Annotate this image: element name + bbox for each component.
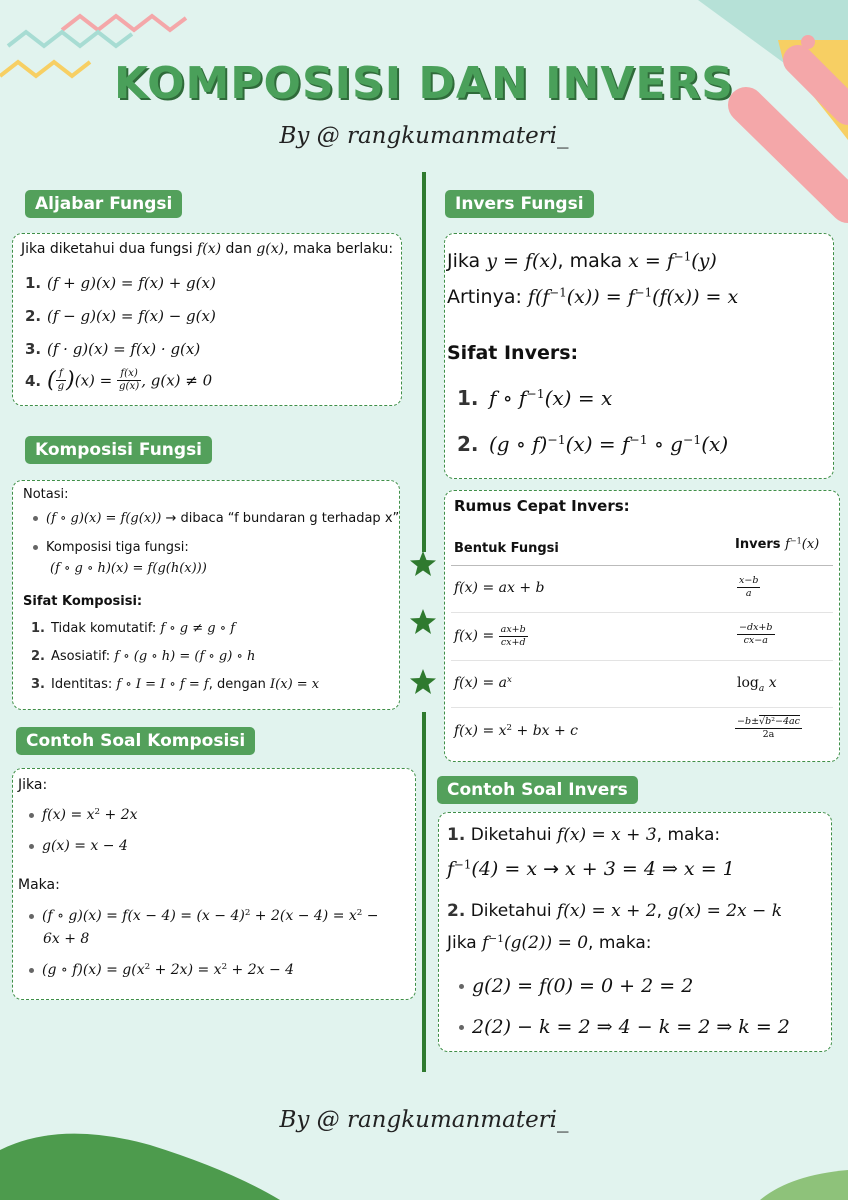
section-label-komposisi: Komposisi Fungsi (25, 436, 212, 464)
invers-box (444, 233, 834, 479)
notasi-label: Notasi: (23, 487, 69, 502)
rumus-cepat-box (444, 490, 840, 762)
table-row: $f(x) = x^2$ + bx + c (454, 723, 579, 739)
table-row: f(x) = $\frac{ax+b}{cx+d}$ (454, 624, 526, 648)
aljabar-item-3: 3. (f · g)(x) = f(x) · g(x) (25, 340, 201, 358)
table-row-inverse: $\frac{-dx+b}{cx-a}$ (739, 622, 773, 646)
sifat-komposisi-title: Sifat Komposisi: (23, 594, 143, 609)
invers-problem-2-line-1: 2. Diketahui f(x) = x + 2, g(x) = 2x − k (447, 901, 782, 921)
result-fog-line-2: 6x + 8 (43, 931, 90, 947)
table-row: $f(x) = a^x$ (454, 675, 512, 691)
sifat-komposisi-1: 1. Tidak komutatif: f ∘ g ≠ g ∘ f (31, 621, 236, 636)
table-header-invers: Invers $f^{-1}(x)$ (735, 536, 820, 552)
invers-problem-2-step-2: 2(2) − k = 2 ⇒ 4 − k = 2 ⇒ k = 2 (459, 1016, 790, 1038)
rumus-cepat-title: Rumus Cepat Invers: (454, 497, 630, 515)
star-icon (409, 608, 437, 636)
jika-label: Jika: (18, 777, 48, 793)
invers-problem-1-line-2: $f^{-1}(4) = x \to x + 3 = 4$ ⇒ x = 1 (447, 857, 735, 880)
g-definition: g(x) = x − 4 (29, 838, 128, 854)
divider-line-top (422, 172, 426, 552)
sifat-invers-1: 1. f ∘ $f^{-1}(x) = x$ (457, 386, 613, 410)
invers-line-1: Jika y = f(x), maka $x = f^{-1}(y)$ (447, 249, 717, 272)
table-row: f(x) = ax + b (454, 580, 545, 596)
table-row-inverse: $\frac{-b\pm√b^2-4ac}{2a}$ (737, 716, 800, 740)
byline-bottom: By @ rangkumanmateri_ (279, 1107, 569, 1133)
star-icon (409, 668, 437, 696)
table-row-inverse: $\log_a x$ (737, 675, 777, 694)
section-label-aljabar: Aljabar Fungsi (25, 190, 182, 218)
aljabar-intro: Jika diketahui dua fungsi f(x) dan g(x), maka berlaku: (21, 241, 394, 257)
contoh-invers-box (438, 812, 832, 1052)
invers-problem-2-step-1: g(2) = f(0) = 0 + 2 = 2 (459, 975, 693, 997)
byline-top: By @ rangkumanmateri_ (279, 123, 569, 149)
corner-decoration (688, 0, 848, 240)
invers-problem-1-line-1: 1. Diketahui f(x) = x + 3, maka: (447, 825, 721, 845)
aljabar-item-2: 2. (f − g)(x) = f(x) − g(x) (25, 307, 216, 325)
invers-problem-2-line-2: Jika $f^{-1}(g(2)) = 0$, maka: (447, 933, 652, 953)
komposisi-box (12, 480, 400, 710)
result-gof: (g ∘ $f)(x) = g(x^2 + 2x) = x^2 + 2x - 4$ (29, 962, 294, 978)
sifat-invers-title: Sifat Invers: (447, 342, 579, 364)
komposisi-bullet-1: (f ∘ g)(x) = f(g(x)) → dibaca “f bundaran g terhadap x” (33, 511, 399, 526)
section-label-contoh-komposisi: Contoh Soal Komposisi (16, 727, 255, 755)
sifat-komposisi-2: 2. Asosiatif: f ∘ (g ∘ h) = (f ∘ g) ∘ h (31, 649, 256, 664)
f-definition: $f(x) = x^2 + 2x$ (29, 807, 138, 823)
divider-line-bottom (422, 712, 426, 1072)
section-label-invers: Invers Fungsi (445, 190, 594, 218)
sifat-komposisi-3: 3. Identitas: f ∘ I = I ∘ f = f, dengan I(x) = x (31, 677, 320, 692)
aljabar-item-4: 4. ( $\frac{f}{g}$ )(x) = $\frac{f(x)}{g(x)}$ , g(x) ≠ 0 (25, 367, 213, 393)
sifat-invers-2: 2. (g ∘ $f)^{-1}(x) = f^{-1}$ ∘ $g^{-1}(x)$ (457, 432, 729, 456)
aljabar-item-1: 1. (f + g)(x) = f(x) + g(x) (25, 274, 216, 292)
contoh-komposisi-box (12, 768, 416, 1000)
komposisi-bullet-2: Komposisi tiga fungsi: (33, 540, 189, 555)
page-title: KOMPOSISI DAN INVERS (114, 58, 734, 109)
star-icon (409, 550, 437, 578)
table-header-bentuk: Bentuk Fungsi (454, 541, 559, 556)
table-row-inverse: $\frac{x-b}{a}$ (739, 575, 759, 599)
komposisi-bullet-2-formula: (f ∘ g ∘ h)(x) = f(g(h(x))) (50, 561, 207, 576)
result-fog-line-1: (f ∘ $g)(x) = f(x - 4) = (x - 4)^2 + 2(x - 4) = x^2$ − (29, 908, 378, 924)
section-label-contoh-invers: Contoh Soal Invers (437, 776, 638, 804)
invers-line-2: Artinya: $f(f^{-1}(x)) = f^{-1}(f(x)) = x$ (447, 285, 739, 308)
aljabar-box (12, 233, 402, 406)
maka-label: Maka: (18, 877, 60, 893)
